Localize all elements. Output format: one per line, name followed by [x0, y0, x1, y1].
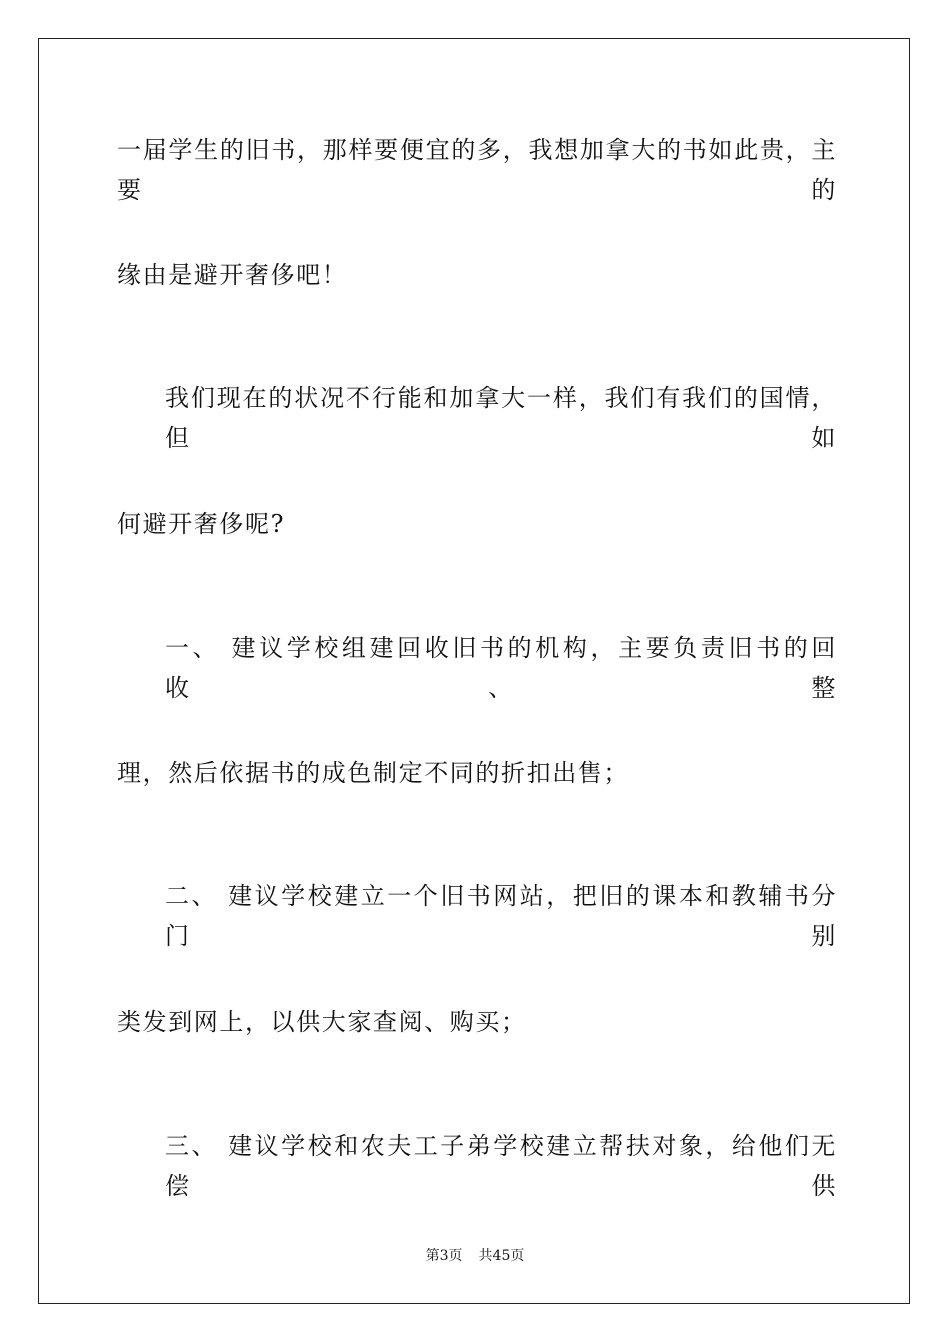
page-number: 第3页	[425, 1248, 463, 1264]
body-line-7: 二、 建议学校建立一个旧书网站，把旧的课本和教辅书分门别	[165, 882, 837, 950]
body-line-1: 一届学生的旧书，那样要便宜的多，我想加拿大的书如此贵，主要的	[117, 136, 837, 204]
body-line-2: 缘由是避开奢侈吧！	[117, 261, 348, 289]
body-line-8: 类发到网上，以供大家查阅、购买；	[117, 1008, 527, 1036]
body-line-3: 我们现在的状况不行能和加拿大一样，我们有我们的国情，但如	[165, 384, 837, 452]
body-line-6: 理，然后依据书的成色制定不同的折扣出售；	[117, 759, 629, 787]
body-line-5: 一、 建议学校组建回收旧书的机构，主要负责旧书的回收、整	[165, 634, 837, 702]
body-line-4: 何避开奢侈呢?	[117, 510, 286, 538]
page-total: 共45页	[478, 1248, 525, 1264]
page-footer	[0, 1245, 950, 1265]
body-line-9: 三、 建议学校和农夫工子弟学校建立帮扶对象，给他们无偿供	[165, 1132, 837, 1200]
